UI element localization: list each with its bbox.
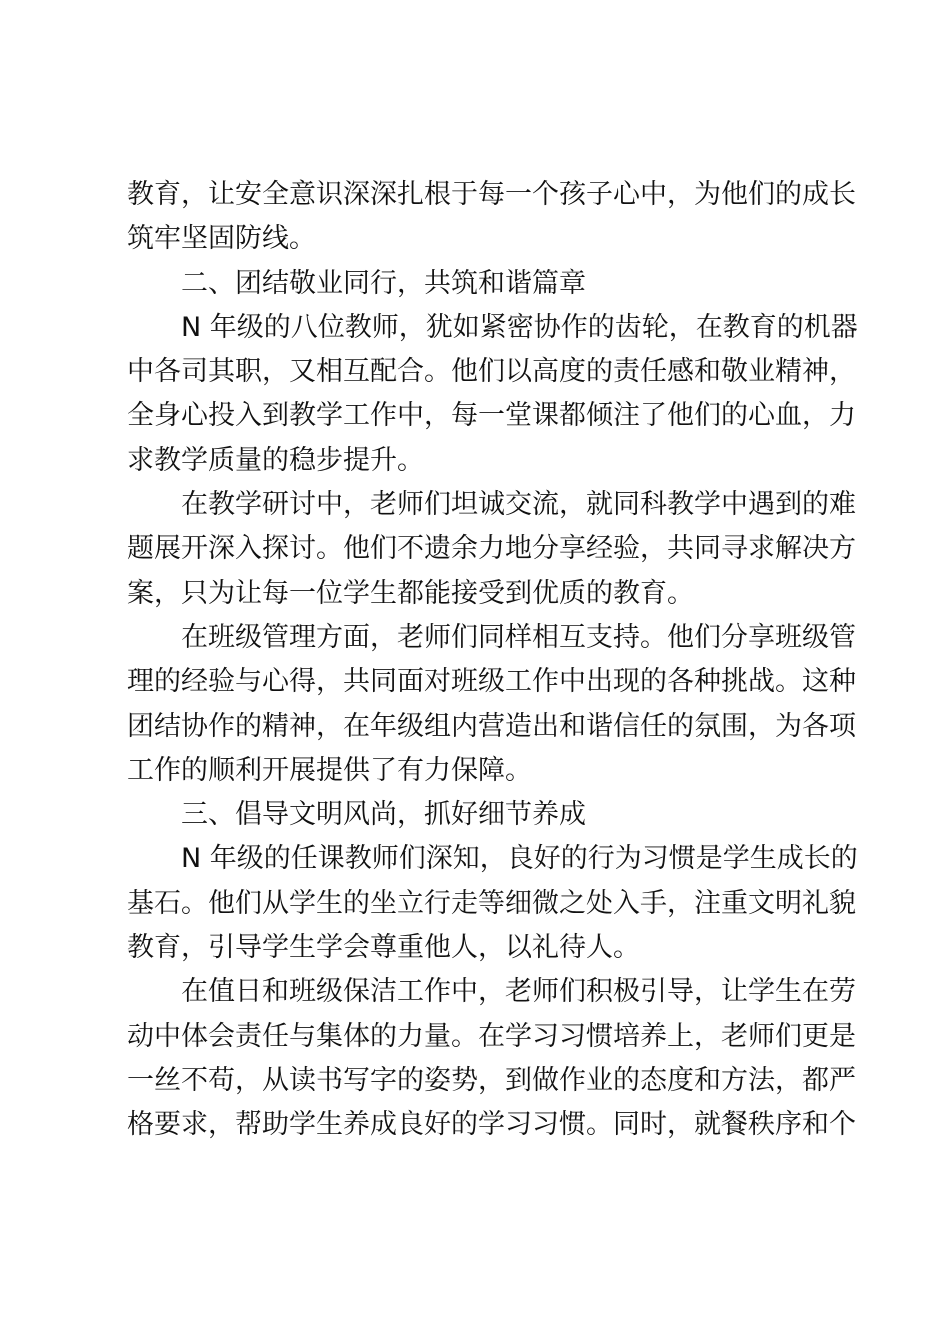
text-line: 在值日和班级保洁工作中，老师们积极引导，让学生在劳 [181, 976, 856, 1008]
text-line: 基石。他们从学生的坐立行走等细微之处入手，注重文明礼貌 [127, 887, 856, 919]
text-line: 全身心投入到教学工作中，每一堂课都倾注了他们的心血，力 [127, 400, 856, 432]
text-line: N 年级的任课教师们深知，良好的行为习惯是学生成长的 [181, 843, 858, 875]
text-line: 理的经验与心得，共同面对班级工作中出现的各种挑战。这种 [127, 666, 856, 698]
text-line: 团结协作的精神，在年级组内营造出和谐信任的氛围，为各项 [127, 710, 856, 742]
text-line: 格要求，帮助学生养成良好的学习习惯。同时，就餐秩序和个 [127, 1109, 856, 1141]
text-line: 动中体会责任与集体的力量。在学习习惯培养上，老师们更是 [127, 1020, 856, 1052]
text-line: 题展开深入探讨。他们不遗余力地分享经验，共同寻求解决方 [127, 533, 856, 565]
text-line: 案，只为让每一位学生都能接受到优质的教育。 [127, 577, 694, 609]
text-line: 工作的顺利开展提供了有力保障。 [127, 754, 532, 786]
document-body [127, 173, 858, 1148]
text-line: 教育，让安全意识深深扎根于每一个孩子心中，为他们的成长 [127, 179, 856, 210]
text-line: 求教学质量的稳步提升。 [127, 444, 424, 476]
text-line: 在班级管理方面，老师们同样相互支持。他们分享班级管 [181, 621, 856, 653]
text-line: 中各司其职，又相互配合。他们以高度的责任感和敬业精神， [127, 356, 856, 388]
text-line: 筑牢坚固防线。 [127, 223, 316, 255]
text-line: 教育，引导学生学会尊重他人，以礼待人。 [127, 932, 640, 964]
section-heading: 二、团结敬业同行，共筑和谐篇章 [181, 267, 586, 299]
text-line: 在教学研讨中，老师们坦诚交流，就同科教学中遇到的难 [181, 489, 856, 521]
text-line: 一丝不苟，从读书写字的姿势，到做作业的态度和方法，都严 [127, 1064, 856, 1096]
section-heading: 三、倡导文明风尚，抓好细节养成 [181, 799, 586, 831]
text-line: N 年级的八位教师，犹如紧密协作的齿轮，在教育的机器 [181, 311, 858, 343]
